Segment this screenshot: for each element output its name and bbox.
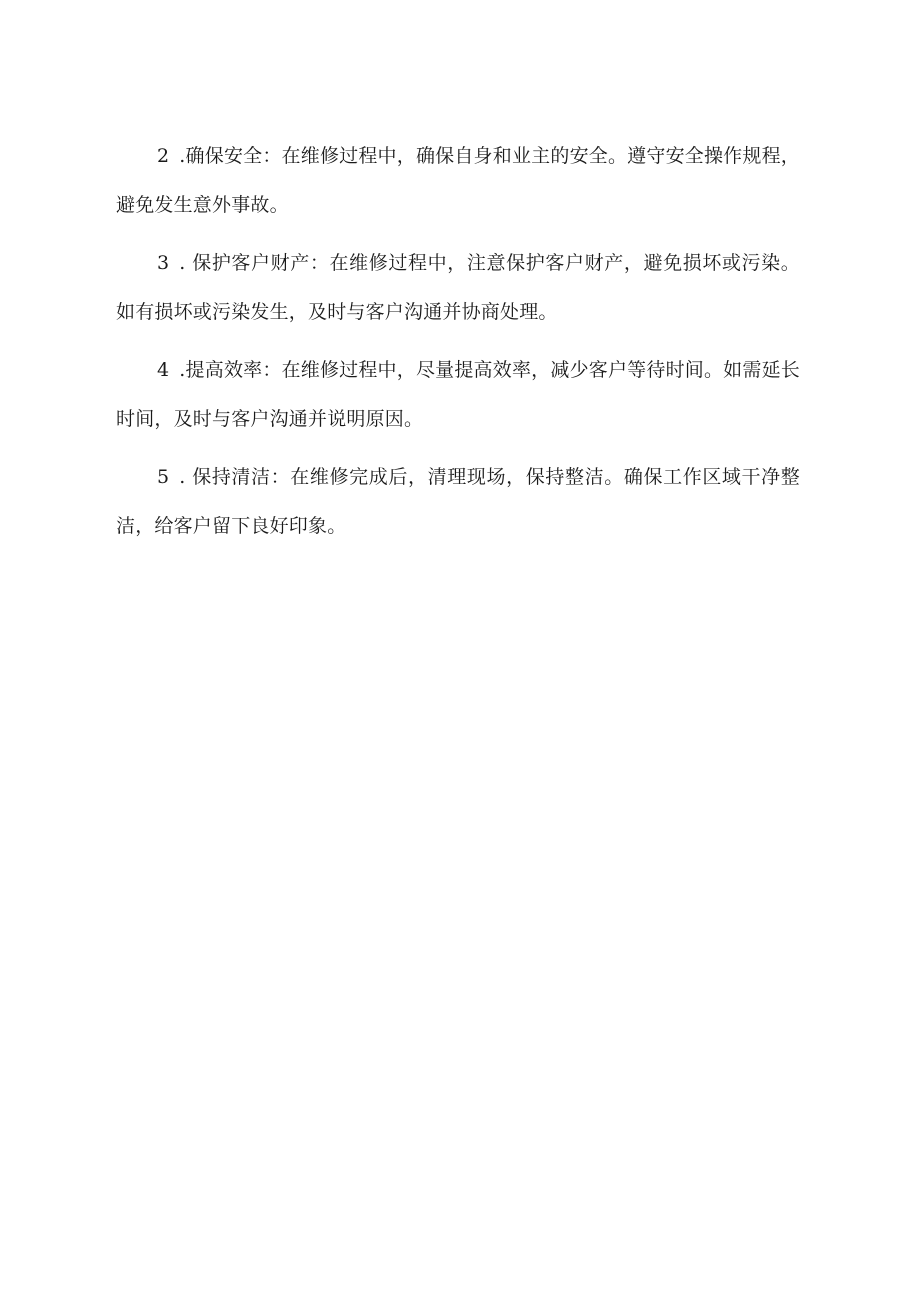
item-number: 3	[157, 252, 170, 274]
item-text: .确保安全：在维修过程中，确保自身和业主的安全。遵守安全操作规程，避免发生意外事故。	[116, 145, 800, 216]
item-number: 4	[157, 359, 170, 381]
item-text: . 保护客户财产：在维修过程中，注意保护客户财产，避免损坏或污染。如有损坏或污染发生，及时与客户沟通并协商处理。	[116, 252, 800, 323]
list-item	[116, 346, 800, 444]
item-number: 2	[157, 145, 170, 167]
document-body	[116, 132, 800, 560]
list-item	[116, 132, 800, 230]
list-item	[116, 239, 800, 337]
item-text: . 保持清洁：在维修完成后，清理现场，保持整洁。确保工作区域干净整洁，给客户留下良好印象。	[116, 466, 800, 537]
item-number: 5	[157, 466, 170, 488]
item-text: .提高效率：在维修过程中，尽量提高效率，减少客户等待时间。如需延长时间，及时与客户沟通并说明原因。	[116, 359, 800, 430]
list-item	[116, 453, 800, 551]
